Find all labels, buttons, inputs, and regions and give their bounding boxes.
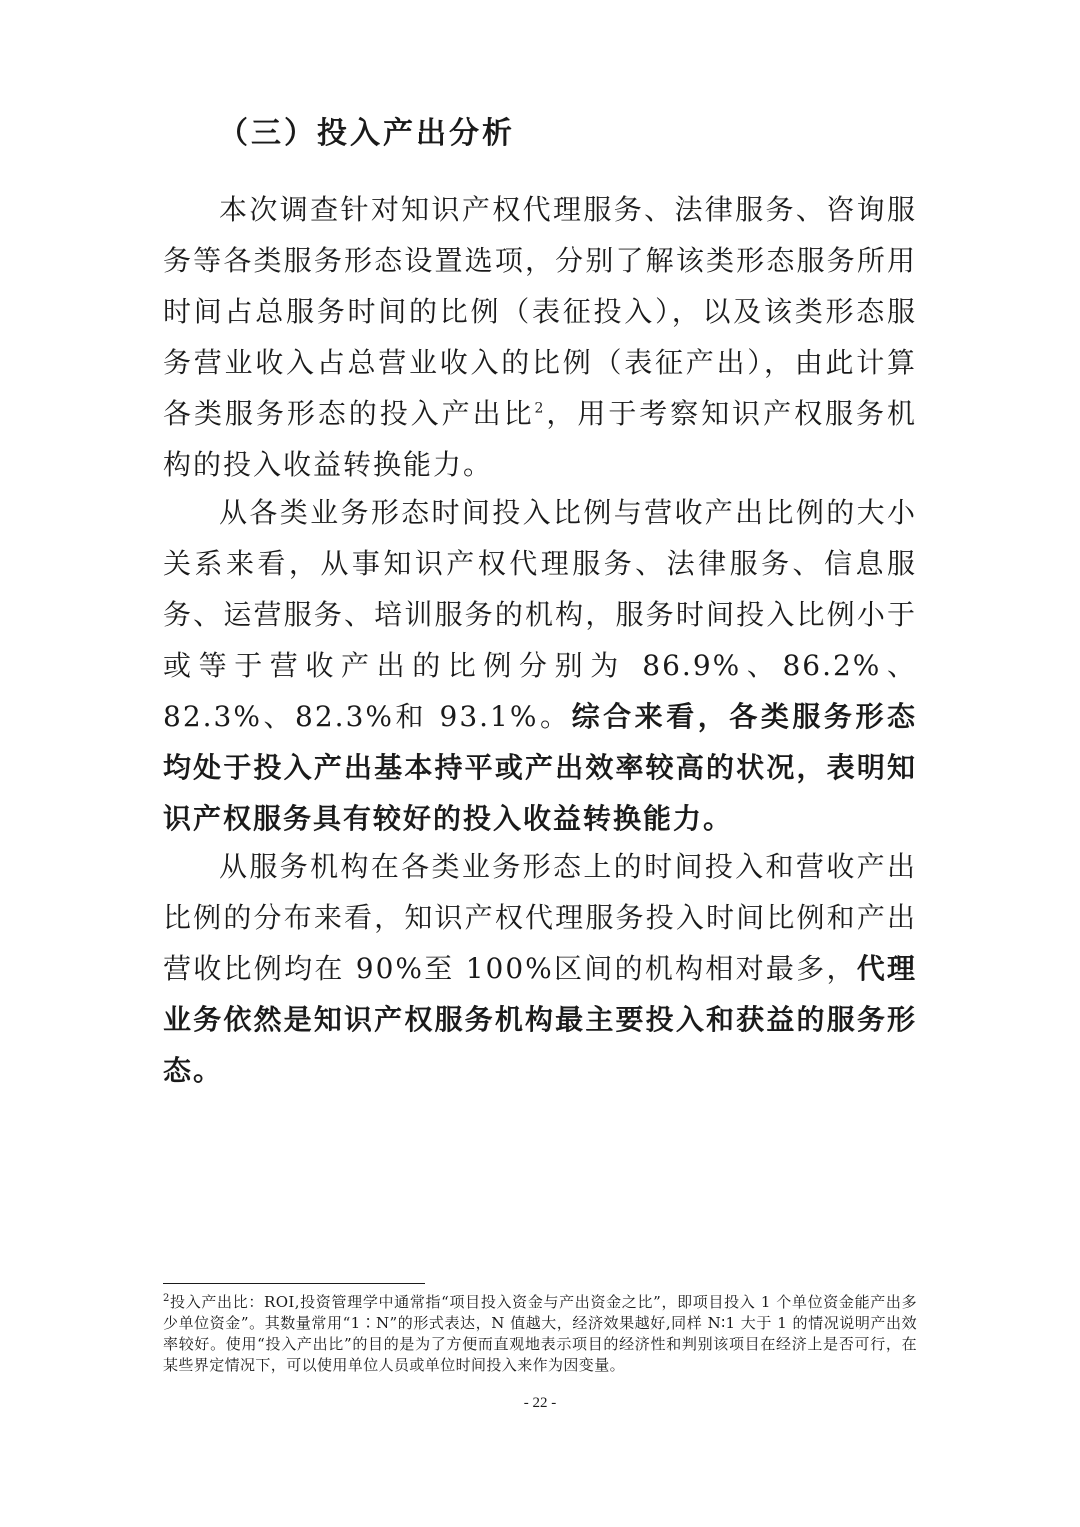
page-number: - 22 - [523,1395,557,1411]
paragraph-3-text: 从服务机构在各类业务形态上的时间投入和营收产出比例的分布来看，知识产权代理服务投入时间比例和产出营收比例均在 90%至 100%区间的机构相对最多， [163,850,917,985]
footnote-marker: 2 [163,1293,170,1304]
paragraph-3-conclusion: 代理业务依然是知识产权服务机构最主要投入和获益的服务形态。 [163,952,917,1087]
footnote-text: 投入产出比：ROI,投资管理学中通常指“项目投入资金与产出资金之比”，即项目投入 1 个单位资金能产出多少单位资金”。其数量常用“1∶N”的形式表达，N 值越大，经济效果越好,同样 N∶1 大于 1 的情况说明产出效率较好。使用“投入产出比”的目的是为了方便而直观地表示项目的经济性和判别该项目在经济上是否可行，在某些界定情况下，可以使用单位人员或单位时间投入来作为因变量。 [163,1293,917,1374]
section-heading: （三）投入产出分析 [218,116,515,151]
paragraph-3 [163,841,917,1096]
paragraph-1-text: 本次调查针对知识产权代理服务、法律服务、咨询服务等各类服务形态设置选项，分别了解该类形态服务所用时间占总服务时间的比例（表征投入），以及该类形态服务营业收入占总营业收入的比例（表征产出），由此计算各类服务形态的投入产出比 [163,193,917,430]
paragraph-2-text: 从各类业务形态时间投入比例与营收产出比例的大小关系来看，从事知识产权代理服务、法律服务、信息服务、运营服务、培训服务的机构，服务时间投入比例小于或等于营收产出的比例分别为 86.9%、86.2%、82.3%、82.3%和 93.1%。 [163,496,917,733]
footnote-divider [163,1283,425,1284]
paragraph-2-conclusion: 综合来看，各类服务形态均处于投入产出基本持平或产出效率较高的状况，表明知识产权服务具有较好的投入收益转换能力。 [163,700,917,835]
footnote-reference[interactable]: 2 [534,400,546,417]
footnote [163,1292,917,1376]
paragraph-2 [163,487,917,844]
paragraph-1-text-cont: ，用于考察知识产权服务机构的投入收益转换能力。 [163,397,917,481]
paragraph-1 [163,184,917,490]
